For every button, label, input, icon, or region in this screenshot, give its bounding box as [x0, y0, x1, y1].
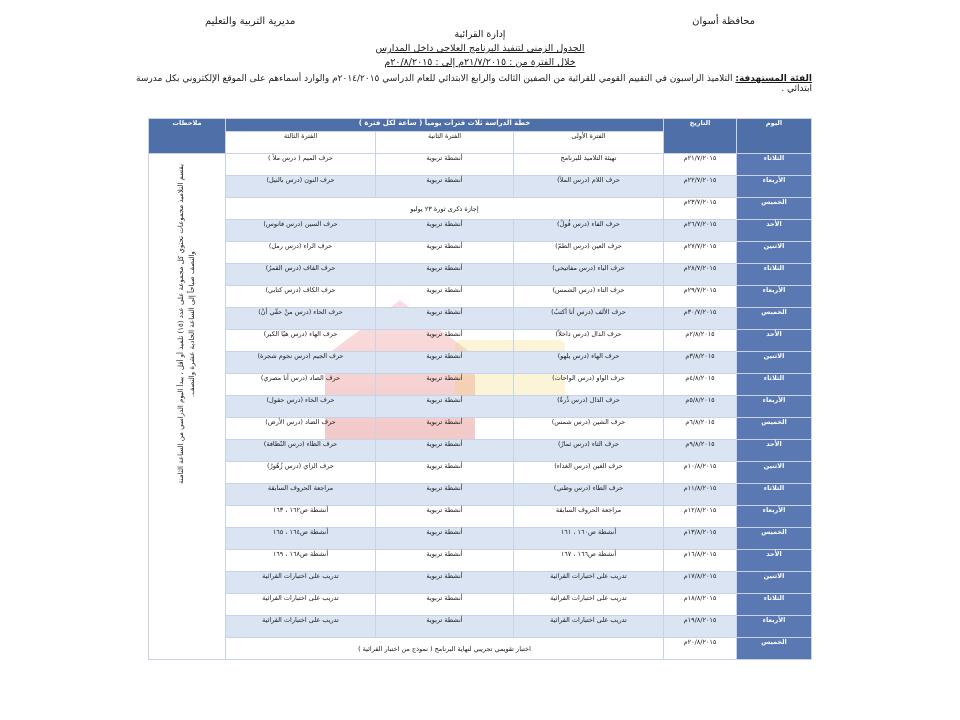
table-row: [149, 154, 812, 176]
period-2-cell: أنشطة تربوية: [376, 264, 514, 286]
date-cell: ٢٩/٧/٢٠١٥م: [664, 286, 737, 308]
period-2-cell: أنشطة تربوية: [376, 374, 514, 396]
day-cell: الأحد: [737, 550, 812, 572]
period-2-cell: أنشطة تربوية: [376, 462, 514, 484]
target-group: [132, 74, 812, 94]
period-1-cell: حرف الذال (درس ذُرةٌ): [514, 396, 664, 418]
table-row: [149, 176, 812, 198]
sub-period-1: الفترة الأولى: [514, 132, 664, 154]
period-1-cell: حرف اللام (درس الملأ): [514, 176, 664, 198]
sub-period-2: الفترة الثانية: [376, 132, 514, 154]
period-2-cell: أنشطة تربوية: [376, 242, 514, 264]
period-1-cell: حرف الشين (درس شمس): [514, 418, 664, 440]
period-3-cell: حرف الكاف (درس كتابي): [226, 286, 376, 308]
period-1-cell: حرف الطاء (درس وطني): [514, 484, 664, 506]
period-1-cell: حرف الباء (درس مفاتيحي): [514, 264, 664, 286]
period-1-cell: حرف العين (درس الطمّ): [514, 242, 664, 264]
table-header-row: [149, 119, 812, 132]
period-3-cell: حرف الهاء (درس هيّا الكبر): [226, 330, 376, 352]
merged-period-cell: اختبار تقويمي تجريبي لنهاية البرنامج ( نموذج من اختبار القرائية ): [226, 638, 664, 660]
period-3-cell: حرف الجيم (درس نجوم شجرة): [226, 352, 376, 374]
schedule-table: [148, 118, 812, 660]
table-row: [149, 572, 812, 594]
period-1-cell: حرف التاء (درس الشمس): [514, 286, 664, 308]
table-row: [149, 198, 812, 220]
table-row: [149, 484, 812, 506]
table-row: [149, 242, 812, 264]
table-row: [149, 550, 812, 572]
day-cell: الأحد: [737, 330, 812, 352]
day-cell: الأحد: [737, 220, 812, 242]
period-1-cell: تدريب على اختبارات القرائية: [514, 572, 664, 594]
period-2-cell: أنشطة تربوية: [376, 154, 514, 176]
period-3-cell: حرف الزاي (درس زُهُورٌ): [226, 462, 376, 484]
period-1-cell: تدريب على اختبارات القرائية: [514, 616, 664, 638]
day-cell: الأربعاء: [737, 396, 812, 418]
document-heading: [0, 28, 960, 70]
period-2-cell: أنشطة تربوية: [376, 506, 514, 528]
date-cell: ١٣/٨/٢٠١٥م: [664, 528, 737, 550]
date-cell: ٢٠/٨/٢٠١٥م: [664, 638, 737, 660]
period-3-cell: حرف الراء (درس رمل): [226, 242, 376, 264]
table-row: [149, 616, 812, 638]
table-row: [149, 594, 812, 616]
period-3-cell: تدريب على اختبارات القرائية: [226, 594, 376, 616]
table-row: [149, 374, 812, 396]
day-cell: الأربعاء: [737, 506, 812, 528]
day-cell: الاثنين: [737, 242, 812, 264]
period-3-cell: حرف الخاء (درس حقول): [226, 396, 376, 418]
date-cell: ٢١/٧/٢٠١٥م: [664, 154, 737, 176]
period-2-cell: أنشطة تربوية: [376, 550, 514, 572]
date-cell: ١٢/٨/٢٠١٥م: [664, 506, 737, 528]
period-3-cell: حرف الضاد (درس الأرض): [226, 418, 376, 440]
period-2-cell: أنشطة تربوية: [376, 616, 514, 638]
period-2-cell: أنشطة تربوية: [376, 286, 514, 308]
period-1-cell: تدريب على اختبارات القرائية: [514, 594, 664, 616]
col-notes-header: ملاحظات: [149, 119, 226, 154]
day-cell: الخميس: [737, 638, 812, 660]
merged-period-cell: إجازة ذكرى ثورة ٢٣ يوليو: [226, 198, 664, 220]
day-cell: الثلاثاء: [737, 484, 812, 506]
period-3-cell: حرف الظاء (درس النّظافة): [226, 440, 376, 462]
day-cell: الأربعاء: [737, 616, 812, 638]
period-2-cell: أنشطة تربوية: [376, 440, 514, 462]
date-cell: ٢٣/٧/٢٠١٥م: [664, 198, 737, 220]
day-cell: الاثنين: [737, 352, 812, 374]
period-3-cell: أنشطة ص١٦٤ ، ١٦٥: [226, 528, 376, 550]
table-row: [149, 352, 812, 374]
table-row: [149, 396, 812, 418]
document-title: الجدول الزمني لتنفيذ البرنامج العلاجي داخل المدارس: [375, 43, 585, 54]
notes-text: يقسم التلاميذ مجموعات تحتوي كل مجموعة على عدد (١٥) تلميذ أو أقل ، يبدأ اليوم الدراسي من الساعة الثامنة والنصف صباحاً إلى الساعة الحادية عشرة والنصف.: [177, 164, 196, 484]
table-row: [149, 308, 812, 330]
period-3-cell: أنشطة ص١٦٨ ، ١٦٩: [226, 550, 376, 572]
period-3-cell: حرف السين (درس فانوس): [226, 220, 376, 242]
table-row: [149, 528, 812, 550]
target-group-text: التلاميذ الراسبون في التقييم القومي للقرائية من الصفين الثالث والرابع الابتدائي للعام الدراسي ٢٠١٤/٢٠١٥م والوارد أسماءهم على الموقع الإلكتروني بكل مدرسة ابتدائي .: [136, 74, 812, 94]
day-cell: الأربعاء: [737, 286, 812, 308]
period-3-cell: تدريب على اختبارات القرائية: [226, 572, 376, 594]
day-cell: الثلاثاء: [737, 374, 812, 396]
table-row: [149, 220, 812, 242]
period-2-cell: أنشطة تربوية: [376, 330, 514, 352]
period-1-cell: حرف الغين (درس الغذاء): [514, 462, 664, 484]
day-cell: الثلاثاء: [737, 594, 812, 616]
date-cell: ١٩/٨/٢٠١٥م: [664, 616, 737, 638]
period-1-cell: حرف الثاء (درس ثمارٌ): [514, 440, 664, 462]
period-3-cell: حرف القاف (درس القمرُ): [226, 264, 376, 286]
period-1-cell: حرف الواو (درس الواحات): [514, 374, 664, 396]
table-row: [149, 264, 812, 286]
period-2-cell: أنشطة تربوية: [376, 572, 514, 594]
date-cell: ٣٠/٧/٢٠١٥م: [664, 308, 737, 330]
table-row: [149, 462, 812, 484]
table-row: [149, 286, 812, 308]
table-row: [149, 418, 812, 440]
period-2-cell: أنشطة تربوية: [376, 418, 514, 440]
period-3-cell: حرف النون (درس بالنيل): [226, 176, 376, 198]
date-cell: ١٨/٨/٢٠١٥م: [664, 594, 737, 616]
period-1-cell: حرف الهاء (درس يلهو): [514, 352, 664, 374]
period-2-cell: أنشطة تربوية: [376, 484, 514, 506]
date-cell: ٥/٨/٢٠١٥م: [664, 396, 737, 418]
date-cell: ٢٨/٧/٢٠١٥م: [664, 264, 737, 286]
period-2-cell: أنشطة تربوية: [376, 308, 514, 330]
period-3-cell: حرف الميم ( درس ملأ ): [226, 154, 376, 176]
period-3-cell: حرف الصاد (درس أنا مصري): [226, 374, 376, 396]
department-label: إدارة القرائية: [454, 29, 506, 40]
day-cell: الأربعاء: [737, 176, 812, 198]
directorate-label: مديرية التربية والتعليم: [205, 16, 296, 27]
period-2-cell: أنشطة تربوية: [376, 396, 514, 418]
table-row: [149, 440, 812, 462]
date-cell: ٩/٨/٢٠١٥م: [664, 440, 737, 462]
date-cell: ٤/٨/٢٠١٥م: [664, 374, 737, 396]
period-3-cell: حرف الحاء (درس منْ حقّي أنْ): [226, 308, 376, 330]
day-cell: الاثنين: [737, 572, 812, 594]
governorate-label: محافظة أسوان: [692, 16, 755, 27]
col-day-header: اليوم: [737, 119, 812, 154]
period-label: خلال الفترة من : ٢١/٧/٢٠١٥م إلى : ٢٠/٨/٢٠١٥م: [384, 57, 576, 68]
schedule-body: [149, 154, 812, 660]
day-cell: الخميس: [737, 528, 812, 550]
period-2-cell: أنشطة تربوية: [376, 352, 514, 374]
day-cell: الثلاثاء: [737, 264, 812, 286]
period-3-cell: مراجعة الحروف السابقة: [226, 484, 376, 506]
date-cell: ٣/٨/٢٠١٥م: [664, 352, 737, 374]
date-cell: ١٠/٨/٢٠١٥م: [664, 462, 737, 484]
table-row: [149, 330, 812, 352]
date-cell: ٦/٨/٢٠١٥م: [664, 418, 737, 440]
date-cell: ١٦/٨/٢٠١٥م: [664, 550, 737, 572]
period-1-cell: مراجعة الحروف السابقة: [514, 506, 664, 528]
period-1-cell: أنشطة ص١٦٠ ، ١٦١: [514, 528, 664, 550]
col-plan-header: خطة الدراسة ثلاث فترات يومياً ( ساعة لكل فترة ): [226, 119, 664, 132]
period-3-cell: أنشطة ص١٦٢ ، ١٦٣: [226, 506, 376, 528]
date-cell: ١٧/٨/٢٠١٥م: [664, 572, 737, 594]
day-cell: الخميس: [737, 418, 812, 440]
period-2-cell: أنشطة تربوية: [376, 528, 514, 550]
period-1-cell: حرف الألف (درس أنا أكتبُ): [514, 308, 664, 330]
period-2-cell: أنشطة تربوية: [376, 220, 514, 242]
period-2-cell: أنشطة تربوية: [376, 594, 514, 616]
sub-period-3: الفترة الثالثة: [226, 132, 376, 154]
date-cell: ٢٦/٧/٢٠١٥م: [664, 220, 737, 242]
period-1-cell: تهيئة التلاميذ للبرنامج: [514, 154, 664, 176]
table-row: [149, 506, 812, 528]
period-1-cell: حرف الفاء (درس فُولٌ): [514, 220, 664, 242]
date-cell: ٢٢/٧/٢٠١٥م: [664, 176, 737, 198]
day-cell: الأحد: [737, 440, 812, 462]
day-cell: الخميس: [737, 308, 812, 330]
period-1-cell: أنشطة ص١٦٦ ، ١٦٧: [514, 550, 664, 572]
date-cell: ٢/٨/٢٠١٥م: [664, 330, 737, 352]
target-group-label: الفئة المستهدفة:: [735, 74, 812, 84]
col-date-header: التاريخ: [664, 119, 737, 154]
day-cell: الاثنين: [737, 462, 812, 484]
date-cell: ٢٧/٧/٢٠١٥م: [664, 242, 737, 264]
period-3-cell: تدريب على اختبارات القرائية: [226, 616, 376, 638]
period-2-cell: أنشطة تربوية: [376, 176, 514, 198]
notes-cell: [149, 154, 226, 660]
day-cell: الثلاثاء: [737, 154, 812, 176]
period-1-cell: حرف الدال (درس داخلاً): [514, 330, 664, 352]
day-cell: الخميس: [737, 198, 812, 220]
date-cell: ١١/٨/٢٠١٥م: [664, 484, 737, 506]
table-row: [149, 638, 812, 660]
